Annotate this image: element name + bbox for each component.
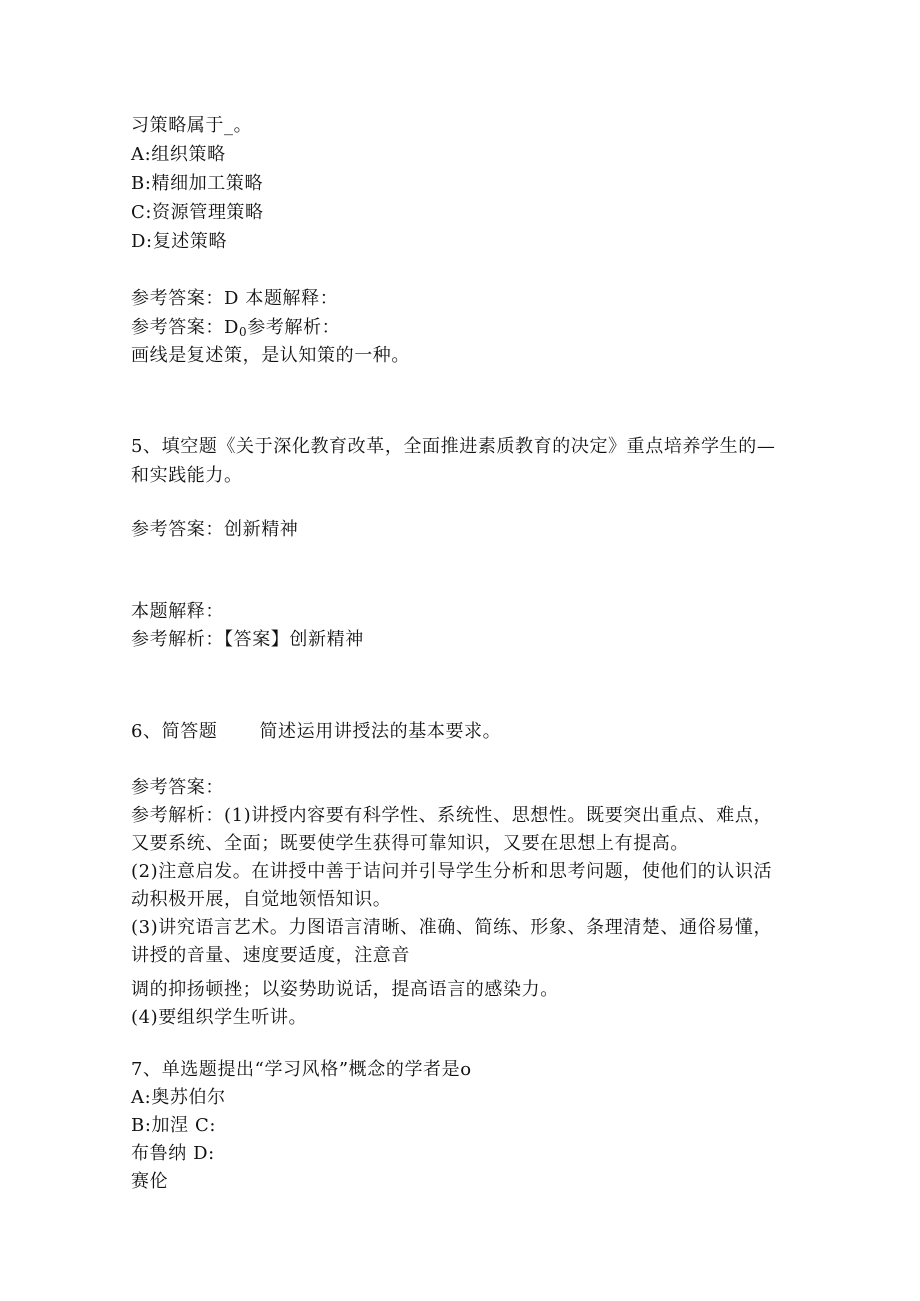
q6-line-1: 参考解析：(1)讲授内容要有科学性、系统性、思想性。既要突出重点、难点， — [131, 805, 773, 826]
q4-stem-tail: 习策略属于_。 — [131, 115, 253, 136]
q6-line-4: 动积极开展，自觉地领悟知识。 — [131, 889, 392, 910]
q7-stem: 7、单选题提出“学习风格”概念的学者是o — [131, 1059, 472, 1080]
q6-question — [131, 720, 501, 744]
q6-line-5: (3)讲究语言艺术。力图语言清晰、准确、简练、形象、条理清楚、通俗易懂， — [131, 917, 773, 938]
q4-answer-line: 参考答案：D 本题解释： — [131, 288, 339, 309]
q5-stem-line-1: 5、填空题《关于深化教育改革，全面推进素质教育的决定》重点培养学生的— — [131, 436, 776, 457]
q6-line-2: 又要系统、全面；既要使学生获得可靠知识，又要在思想上有提高。 — [131, 833, 689, 854]
q4-answer-prefix: 参考答案：D — [131, 317, 240, 338]
q7-line-3: 布鲁纳 D: — [131, 1143, 215, 1164]
q6-stem: 简述运用讲授法的基本要求。 — [259, 721, 502, 742]
q5-stem-line-2: 和实践能力。 — [131, 465, 243, 486]
q6-type-label: 6、简答题 — [131, 721, 218, 742]
q6-line-7: 调的抑扬顿挫；以姿势助说话，提高语言的感染力。 — [131, 979, 559, 1000]
q4-option-b: B:精细加工策略 — [131, 173, 264, 194]
q4-option-d: D:复述策略 — [131, 231, 228, 252]
q6-answer: 参考答案： — [131, 777, 224, 798]
q5-explain-text: 参考解析：【答案】创新精神 — [131, 629, 364, 650]
q6-line-3: (2)注意启发。在讲授中善于诘问并引导学生分析和思考问题，使他们的认识活 — [131, 861, 773, 882]
q4-option-a: A:组织策略 — [131, 144, 226, 165]
q6-line-8: (4)要组织学生听讲。 — [131, 1007, 308, 1028]
q4-answer-line-2 — [131, 316, 340, 344]
q4-explanation: 画线是复述策，是认知策的一种。 — [131, 345, 410, 366]
q6-line-6: 讲授的音量、速度要适度，注意音 — [131, 945, 410, 966]
q5-answer: 参考答案：创新精神 — [131, 519, 299, 540]
q4-option-c: C:资源管理策略 — [131, 202, 264, 223]
q7-line-1: A:奥苏伯尔 — [131, 1087, 226, 1108]
q7-line-4: 赛伦 — [131, 1171, 169, 1192]
q4-answer-sub: 0 — [239, 325, 248, 339]
q5-explain-title: 本题解释： — [131, 601, 224, 622]
q7-line-2: B:加涅 C: — [131, 1115, 217, 1136]
q4-answer-suffix: 参考解析： — [247, 317, 341, 338]
